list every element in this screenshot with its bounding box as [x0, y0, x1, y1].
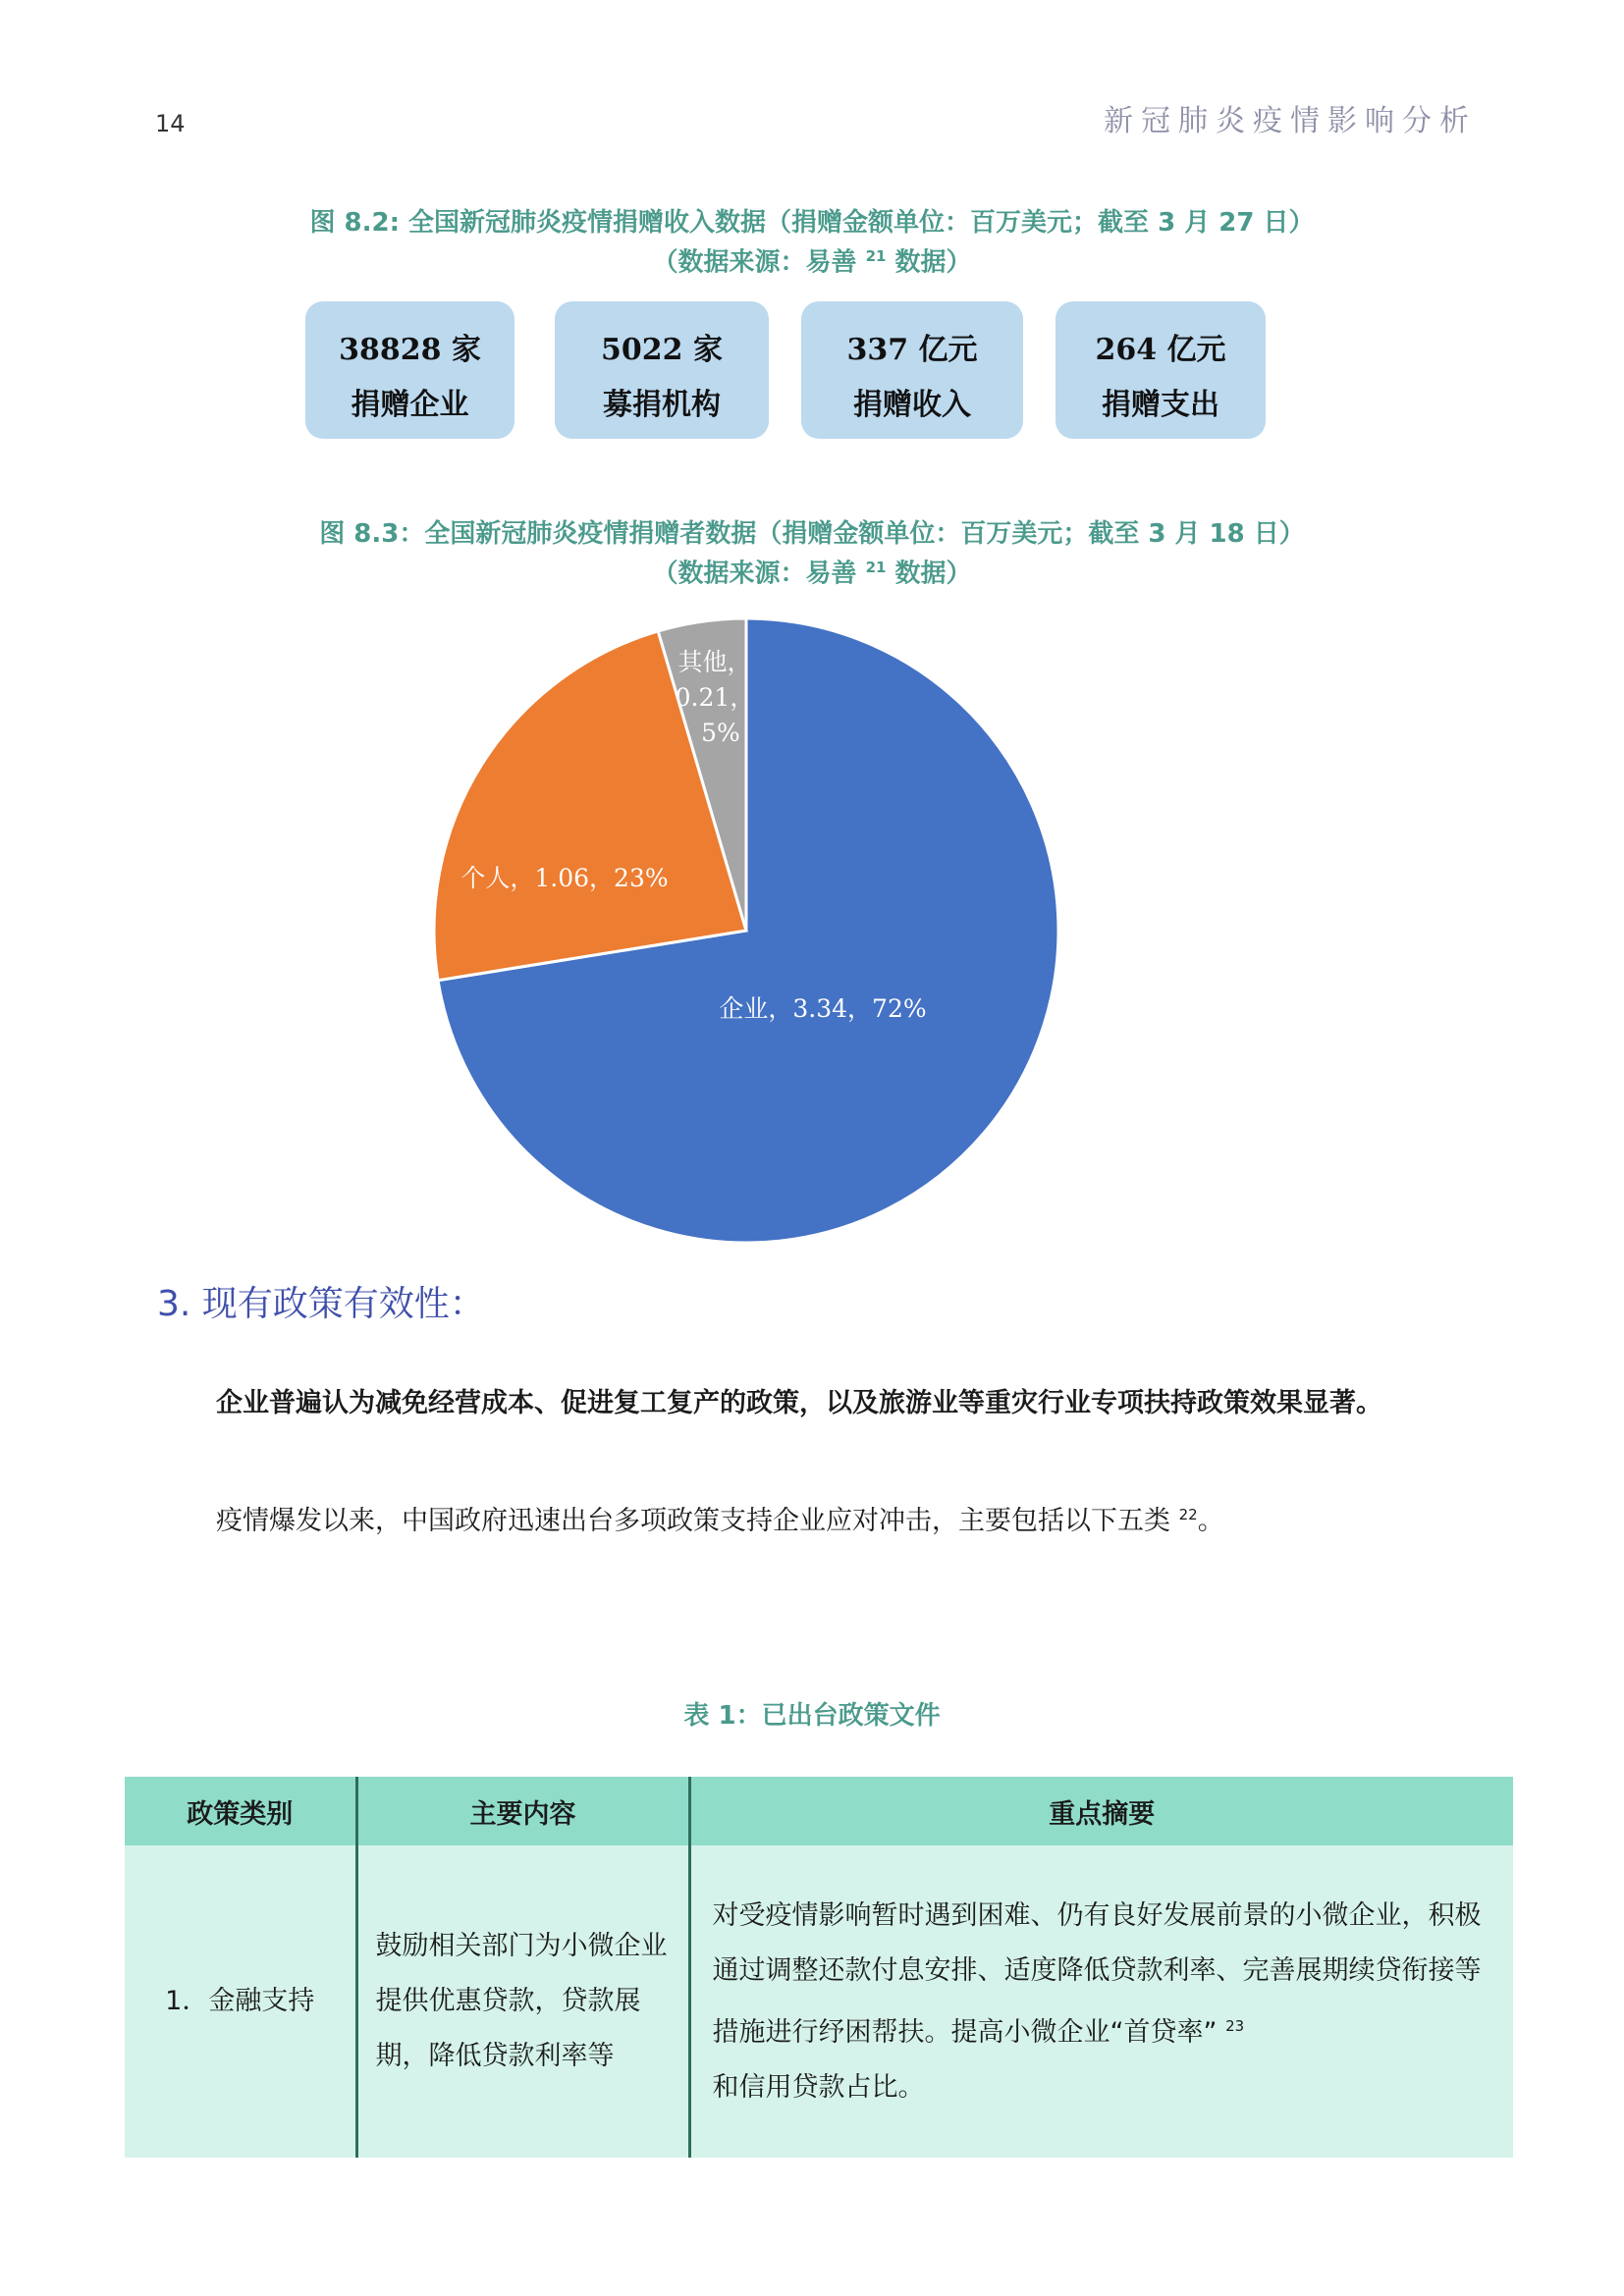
footnote-ref: 21 [865, 559, 887, 576]
figure-8-3-caption-line2 [0, 551, 1624, 591]
stat-box-donation-expense [1056, 301, 1266, 439]
header-main-content: 主要内容 [356, 1777, 689, 1845]
header-policy-category: 政策类别 [125, 1777, 356, 1845]
table-caption: 表 1：已出台政策文件 [683, 1701, 941, 1731]
section-heading: 3. 现有政策有效性： [157, 1284, 485, 1324]
body-paragraph-end: 。 [1197, 1506, 1224, 1536]
figure-8-2-caption [0, 206, 1624, 280]
summary-text-end: 和信用贷款占比。 [712, 2071, 925, 2103]
pie-label-individual: 个人，1.06，23% [460, 864, 669, 892]
stat-label: 捐赠企业 [351, 388, 469, 422]
stat-value: 5022 家 [601, 333, 723, 367]
bold-paragraph: 企业普遍认为减免经营成本、促进复工复产的政策，以及旅游业等重灾行业专项扶持政策效果显著。 [216, 1388, 1382, 1418]
stat-value: 337 亿元 [846, 333, 978, 367]
pie-label-other-line1: 其他， [677, 648, 752, 676]
pie-label-other-line3: 5% [701, 719, 740, 747]
footnote-ref: 21 [865, 247, 887, 265]
body-paragraph-text: 疫情爆发以来，中国政府迅速出台多项政策支持企业应对冲击，主要包括以下五类 [216, 1506, 1170, 1536]
cell-key-summary [689, 1845, 1513, 2158]
cell-policy-category: 1．金融支持 [125, 1845, 356, 2158]
figure-8-2-caption-line1: 图 8.2: 全国新冠肺炎疫情捐赠收入数据（捐赠金额单位：百万美元；截至 3 月 27 日） [309, 208, 1315, 238]
stat-value: 38828 家 [339, 333, 481, 367]
pie-label-other-line2: 0.21， [675, 683, 755, 712]
footnote-ref: 23 [1225, 2016, 1245, 2035]
pie-label-enterprise: 企业，3.34，72% [719, 994, 927, 1023]
table-header-row [125, 1777, 1513, 1845]
stat-value: 264 亿元 [1095, 333, 1226, 367]
figure-8-3-source-text-end: 数据） [894, 559, 972, 589]
figure-8-2-source-text-end: 数据） [894, 247, 972, 278]
running-header-title: 新冠肺炎疫情影响分析 [1104, 104, 1477, 138]
figure-8-3-caption [0, 517, 1624, 591]
figure-8-2-source-text: （数据来源：易善 [652, 247, 857, 278]
stat-label: 捐赠收入 [853, 388, 971, 422]
figure-8-3-source-text: （数据来源：易善 [652, 559, 857, 589]
summary-text: 对受疫情影响暂时遇到困难、仍有良好发展前景的小微企业，积极通过调整还款付息安排、适度降低贷款利率、完善展期续贷衔接等措施进行纾困帮扶。提高小微企业“首贷率” [712, 1899, 1482, 2048]
figure-8-3-caption-line1: 图 8.3：全国新冠肺炎疫情捐赠者数据（捐赠金额单位：百万美元；截至 3 月 18 日） [319, 519, 1305, 549]
stat-box-donation-income [801, 301, 1023, 439]
figure-8-2-caption-line2 [0, 240, 1624, 280]
header-key-summary: 重点摘要 [689, 1777, 1513, 1845]
stat-box-donor-enterprises [305, 301, 514, 439]
policy-table [125, 1777, 1513, 2158]
cell-main-content: 鼓励相关部门为小微企业提供优惠贷款，贷款展期，降低贷款利率等 [356, 1845, 689, 2158]
donor-pie-chart [412, 607, 1080, 1255]
stat-label: 募捐机构 [603, 388, 721, 422]
footnote-ref: 22 [1178, 1506, 1198, 1523]
body-paragraph [157, 1487, 1485, 1549]
table-row [125, 1845, 1513, 2158]
stat-box-fundraising-orgs [555, 301, 769, 439]
stat-label: 捐赠支出 [1102, 388, 1219, 422]
page-number: 14 [155, 110, 186, 137]
